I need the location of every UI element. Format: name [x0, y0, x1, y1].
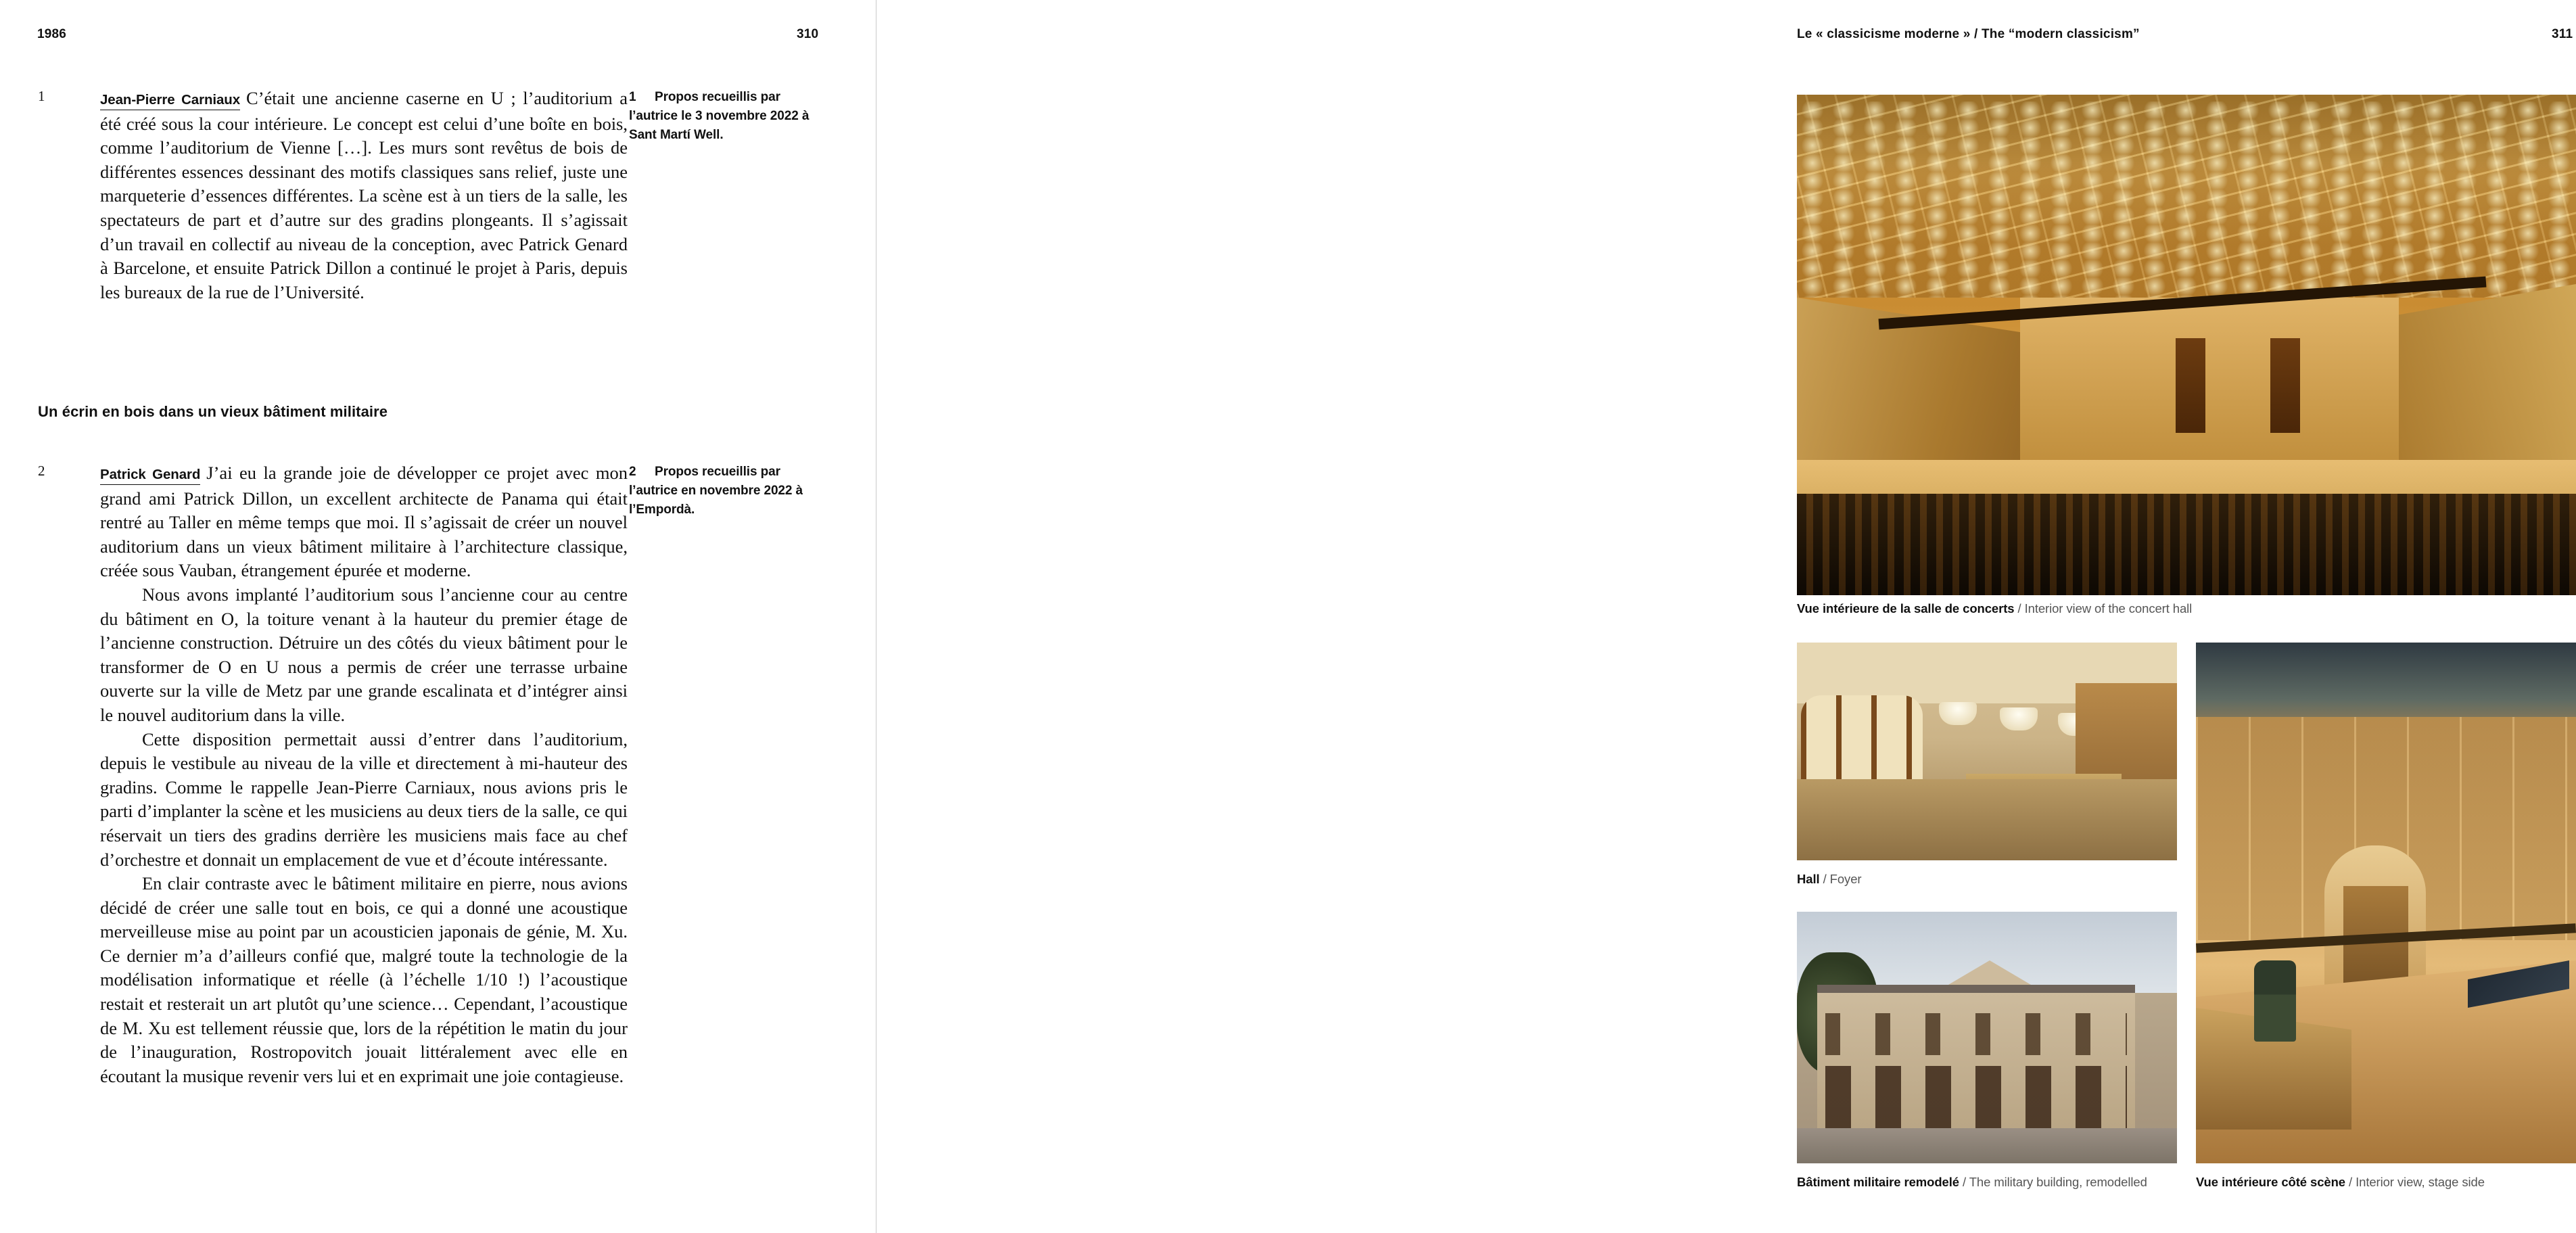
- note-text-2: Propos recueillis par l’autrice en novembre 2022 à l’Empordà.: [629, 465, 803, 517]
- seated-person: [2254, 960, 2296, 1042]
- paragraph-number-2: 2: [38, 463, 45, 479]
- quote-text-2a: J’ai eu la grande joie de développer ce projet avec mon grand ami Patrick Dillon, un excellent architecte de Panama qui était rentré au Taller en même temps que moi. Il s’agissait de créer un nouvel auditorium dans un vieux bâtiment militaire à l’architecture classique, créée sous Vauban, étrangement épurée et moderne.: [100, 463, 628, 581]
- caption-separator: /: [1959, 1175, 1969, 1189]
- caption-concert-hall: [1797, 601, 2192, 617]
- quote-block-1: [100, 87, 628, 304]
- upper-shadow: [2196, 643, 2576, 724]
- right-page: [876, 0, 2573, 1233]
- caption-fr: Vue intérieure côté scène: [2196, 1175, 2345, 1189]
- caption-separator: /: [2345, 1175, 2356, 1189]
- caption-en: Foyer: [1829, 872, 1862, 886]
- note-number-2: 2: [629, 465, 636, 479]
- speaker-name-carniaux: Jean-Pierre Carniaux: [100, 92, 240, 110]
- caption-stage-side: [2196, 1174, 2485, 1190]
- note-text-1: Propos recueillis par l’autrice le 3 novembre 2022 à Sant Martí Well.: [629, 90, 810, 142]
- running-head-title: Le « classicisme moderne » / The “modern classicism”: [1797, 27, 2140, 41]
- section-heading: Un écrin en bois dans un vieux bâtiment militaire: [38, 403, 388, 420]
- caption-fr: Bâtiment militaire remodelé: [1797, 1175, 1959, 1189]
- figure-stage-side: [2196, 643, 2576, 1163]
- margin-note-2: [629, 463, 832, 519]
- folio-right: 311: [2552, 27, 2573, 41]
- quote-paragraph-1: [100, 87, 628, 304]
- stage-door-right: [2270, 338, 2300, 433]
- pendant-lamp: [2000, 707, 2038, 730]
- figure-concert-hall: [1797, 95, 2576, 595]
- caption-military-building: [1797, 1174, 2147, 1190]
- quote-paragraph-2c: Cette disposition permettait aussi d’entrer dans l’auditorium, depuis le vestibule au niveau de la ville et directement à mi-hauteur des gradins. Comme le rappelle Jean-Pierre Carniaux, nous avions pris le parti d’implanter la scène et les musiciens au deux tiers de la salle, ce qui réservait un tiers des gradins derrière les musiciens mais face au chef d’orchestre et donnait un emplacement de vue et d’écoute intéressante.: [100, 728, 628, 870]
- facade-windows: [1825, 1013, 2127, 1055]
- running-head-year: 1986: [37, 27, 67, 41]
- figure-military-building: [1797, 912, 2177, 1163]
- margin-note-1: [629, 88, 832, 145]
- note-number-1: 1: [629, 90, 636, 104]
- note-1: [629, 88, 832, 145]
- caption-separator: /: [2014, 601, 2025, 615]
- caption-en: Interior view of the concert hall: [2024, 601, 2193, 615]
- stage-door-left: [2176, 338, 2205, 433]
- note-2: [629, 463, 832, 519]
- quote-text-1: C’était une ancienne caserne en U ; l’auditorium a été créé sous la cour intérieure. Le concept est celui d’une boîte en bois, comme l’auditorium de Vienne […]. Les murs sont revêtus de bois de différentes essences dessinant des motifs classiques sans relief, juste une marqueterie d’essences différentes. La scène est à un tiers de la salle, les spectateurs de part et d’autre sur des gradins plongeants. Il s’agissait d’un travail en collectif au niveau de la conception, avec Patrick Genard à Barcelone, et ensuite Patrick Dillon a continué le projet à Paris, depuis les bureaux de la rue de l’Université.: [100, 88, 628, 302]
- quote-block-2: [100, 461, 628, 1088]
- caption-en: Interior view, stage side: [2356, 1175, 2485, 1189]
- quote-paragraph-2b: Nous avons implanté l’auditorium sous l’ancienne cour au centre du bâtiment en O, la toiture venant à la hauteur du premier étage de l’ancienne construction. Détruire un des côtés du vieux bâtiment pour le transformer de O en U nous a permis de créer une terrasse urbaine ouverte sur la ville de Metz par une grande escalinata et d’intégrer ainsi le nouvel auditorium dans la ville.: [100, 584, 628, 725]
- stage-back-wall: [2020, 298, 2399, 467]
- folio-left: 310: [797, 27, 819, 41]
- foyer-floor: [1797, 779, 2177, 860]
- speaker-name-genard: Patrick Genard: [100, 467, 200, 485]
- left-page: [0, 0, 876, 1233]
- quote-paragraph-2a: [100, 461, 628, 583]
- facade-arcade: [1825, 1066, 2127, 1128]
- caption-separator: /: [1819, 872, 1830, 886]
- caption-en: The military building, remodelled: [1969, 1175, 2147, 1189]
- forecourt: [1797, 1128, 2177, 1163]
- figure-foyer: [1797, 643, 2177, 860]
- caption-fr: Hall: [1797, 872, 1820, 886]
- pendant-lamp: [1939, 702, 1977, 725]
- paragraph-number-1: 1: [38, 88, 45, 104]
- ceiling-lights: [1797, 101, 2576, 298]
- caption-foyer: [1797, 871, 1861, 887]
- audience-seating: [1797, 494, 2576, 595]
- quote-paragraph-2d: En clair contraste avec le bâtiment militaire en pierre, nous avions décidé de créer une salle tout en bois, ce qui a donné une acoustique merveilleuse mise au point par un acousticien japonais de génie, M. Xu. Ce dernier m’a d’ailleurs confié que, malgré toute la technologie de la modélisation informatique et réelle (à l’échelle 1/10 !) l’acoustique restait et resterait un art plutôt qu’une science… Cependant, l’acoustique de M. Xu est tellement réussie que, lors de la répétition le matin du jour de l’inauguration, Rostropovitch jouait littéralement avec elle en écoutant la musique revenir vers lui et en exprimait une joie contagieuse.: [100, 873, 628, 1086]
- caption-fr: Vue intérieure de la salle de concerts: [1797, 601, 2015, 615]
